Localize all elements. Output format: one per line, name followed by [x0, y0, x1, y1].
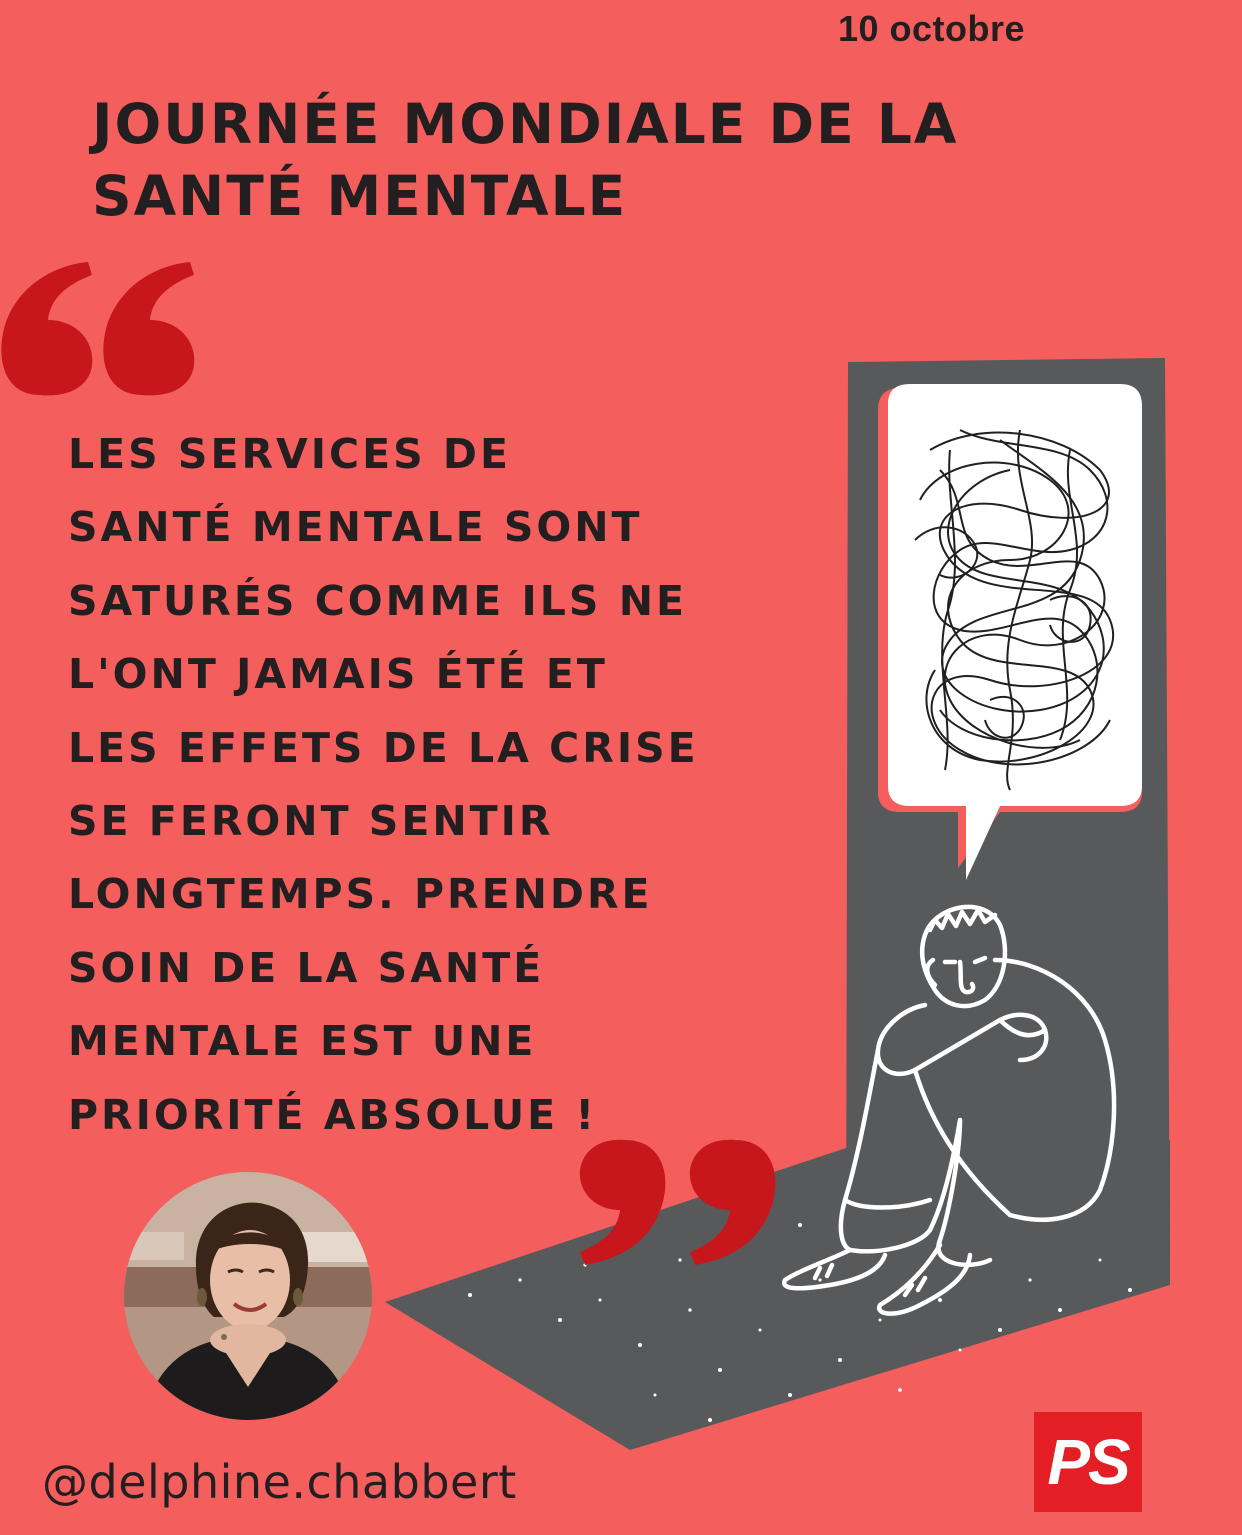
quote-line: SANTÉ MENTALE SONT — [68, 503, 643, 552]
quote-line: LES SERVICES DE — [68, 430, 511, 478]
quote-line: PRIORITÉ ABSOLUE ! — [68, 1090, 598, 1139]
quote-line: SE FERONT SENTIR — [68, 797, 554, 846]
quote-line: LONGTEMPS. PRENDRE — [68, 870, 653, 919]
quote-line: LES EFFETS DE LA CRISE — [68, 723, 699, 772]
quote-line: SOIN DE LA SANTÉ — [68, 943, 545, 992]
speech-bubble — [888, 384, 1142, 880]
author-portrait-image — [124, 1172, 372, 1420]
title-line-1: JOURNÉE MONDIALE DE LA — [92, 92, 959, 156]
quote-line: L'ONT JAMAIS ÉTÉ ET — [68, 650, 608, 699]
author-avatar — [124, 1172, 372, 1420]
title-line-2: SANTÉ MENTALE — [92, 164, 628, 228]
date-label: 10 octobre — [838, 8, 1026, 49]
author-handle: @delphine.chabbert — [42, 1455, 517, 1509]
ps-logo — [1034, 1412, 1142, 1512]
quote-line: MENTALE EST UNE — [68, 1017, 537, 1066]
ps-logo-text: PS — [1047, 1426, 1129, 1498]
opening-quote-marks-icon — [1, 262, 194, 395]
page-title — [92, 88, 1092, 232]
quote-text — [68, 418, 828, 1152]
quote-line: SATURÉS COMME ILS NE — [68, 576, 688, 625]
